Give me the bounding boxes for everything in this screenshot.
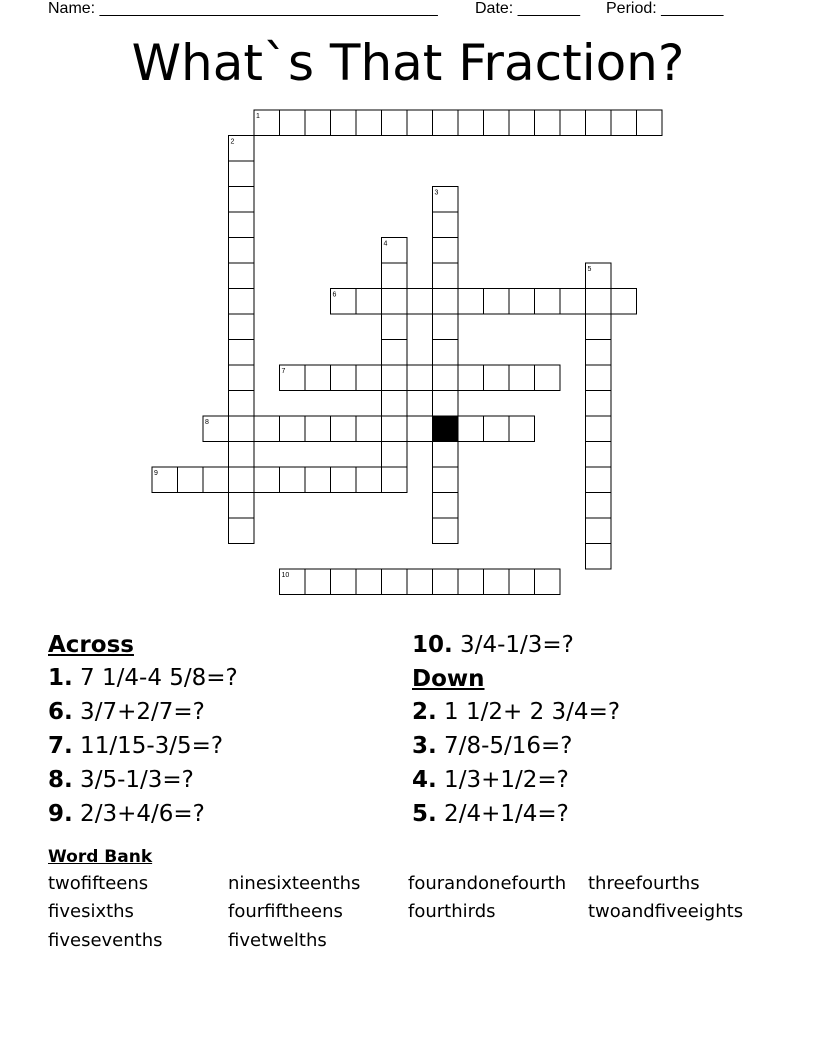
- clue-number: 9.: [48, 801, 73, 827]
- crossword-cell[interactable]: [382, 365, 408, 391]
- crossword-cell[interactable]: [458, 416, 484, 442]
- crossword-cell[interactable]: [382, 391, 408, 417]
- word-bank-item: fourandonefourth: [408, 873, 567, 894]
- word-bank-item: twoandfiveeights: [588, 901, 744, 922]
- crossword-cell[interactable]: [229, 467, 255, 493]
- crossword-cell[interactable]: [331, 416, 357, 442]
- crossword-cell[interactable]: [509, 416, 535, 442]
- crossword-cell[interactable]: [229, 518, 255, 544]
- crossword-cell[interactable]: [433, 314, 459, 340]
- crossword-cell-number: 1: [256, 113, 260, 120]
- clue-text: 3/7+2/7=?: [72, 699, 205, 725]
- crossword-cell[interactable]: [433, 238, 459, 264]
- crossword-cell[interactable]: [229, 314, 255, 340]
- clue-text: 3/4-1/3=?: [452, 632, 574, 658]
- crossword-cell[interactable]: [407, 416, 433, 442]
- clue-number: 4.: [412, 767, 437, 793]
- clue-down-3: [412, 731, 573, 761]
- clue-across-1: [48, 663, 238, 693]
- crossword-cell[interactable]: [382, 467, 408, 493]
- crossword-cell[interactable]: [407, 569, 433, 595]
- crossword-cell[interactable]: [229, 212, 255, 238]
- crossword-cell[interactable]: [382, 416, 408, 442]
- clue-across-10: [412, 630, 574, 660]
- crossword-cell[interactable]: [586, 493, 612, 519]
- word-bank-heading: Word Bank: [48, 847, 153, 867]
- crossword-cell[interactable]: [433, 493, 459, 519]
- crossword-cell[interactable]: [586, 365, 612, 391]
- crossword-cell[interactable]: [382, 442, 408, 468]
- crossword-cell[interactable]: [331, 569, 357, 595]
- crossword-cell[interactable]: [229, 365, 255, 391]
- crossword-cell-number: 6: [332, 291, 337, 299]
- name-field-label: Name: ______________________________________: [48, 0, 438, 17]
- crossword-cell[interactable]: [229, 238, 255, 264]
- crossword-cell[interactable]: [433, 365, 459, 391]
- crossword-cell[interactable]: [229, 187, 255, 213]
- crossword-cell[interactable]: [356, 569, 382, 595]
- crossword-cell[interactable]: [229, 289, 255, 315]
- crossword-cell[interactable]: [229, 442, 255, 468]
- crossword-cell[interactable]: [407, 365, 433, 391]
- crossword-cell[interactable]: [535, 569, 561, 595]
- clue-number: 6.: [48, 699, 73, 725]
- clue-down-2: [412, 697, 620, 727]
- clue-text: 2/3+4/6=?: [72, 801, 205, 827]
- clue-text: 3/5-1/3=?: [72, 767, 194, 793]
- clue-text: 11/15-3/5=?: [72, 733, 224, 759]
- crossword-cell[interactable]: [586, 518, 612, 544]
- clue-number: 1.: [48, 665, 73, 691]
- crossword-cell[interactable]: [229, 391, 255, 417]
- crossword-cell[interactable]: [611, 289, 637, 315]
- crossword-cell[interactable]: [356, 467, 382, 493]
- crossword-cell-number: 9: [154, 470, 158, 477]
- clue-down-5: [412, 799, 569, 829]
- crossword-cell[interactable]: [637, 110, 663, 136]
- clue-across-9: [48, 799, 205, 829]
- across-heading: Across: [48, 632, 134, 658]
- crossword-cell[interactable]: [407, 289, 433, 315]
- clue-number: 8.: [48, 767, 73, 793]
- word-bank-item: threefourths: [588, 873, 700, 894]
- crossword-cell[interactable]: [509, 569, 535, 595]
- crossword-cell[interactable]: [433, 467, 459, 493]
- clue-across-6: [48, 697, 205, 727]
- crossword-cell[interactable]: [229, 416, 255, 442]
- crossword-cell[interactable]: [458, 289, 484, 315]
- clue-text: 2/4+1/4=?: [436, 801, 569, 827]
- clue-across-8: [48, 765, 194, 795]
- clue-number: 10.: [412, 632, 453, 658]
- date-field-label: Date: _______: [475, 0, 580, 17]
- crossword-cell[interactable]: [433, 442, 459, 468]
- crossword-cell[interactable]: [458, 365, 484, 391]
- crossword-cell[interactable]: [203, 467, 229, 493]
- crossword-cell[interactable]: [484, 365, 510, 391]
- clue-text: 1/3+1/2=?: [436, 767, 569, 793]
- crossword-cell[interactable]: [484, 110, 510, 136]
- crossword-cell[interactable]: [229, 493, 255, 519]
- crossword-cell[interactable]: [586, 442, 612, 468]
- page-title: What`s That Fraction?: [131, 34, 685, 92]
- crossword-cell[interactable]: [331, 467, 357, 493]
- crossword-cell[interactable]: [433, 518, 459, 544]
- crossword-cell[interactable]: [331, 365, 357, 391]
- clue-number: 5.: [412, 801, 437, 827]
- crossword-cell[interactable]: [458, 110, 484, 136]
- crossword-cell-number: 8: [205, 419, 209, 426]
- clue-number: 3.: [412, 733, 437, 759]
- word-bank-item: fivetwelths: [228, 930, 327, 951]
- word-bank-item: fourthirds: [408, 901, 496, 922]
- crossword-cell[interactable]: [433, 340, 459, 366]
- crossword-cell[interactable]: [433, 212, 459, 238]
- clue-number: 7.: [48, 733, 73, 759]
- crossword-cell[interactable]: [560, 110, 586, 136]
- clue-down-4: [412, 765, 569, 795]
- crossword-cell[interactable]: [586, 416, 612, 442]
- crossword-cell[interactable]: [586, 289, 612, 315]
- crossword-cell[interactable]: [484, 569, 510, 595]
- crossword-cell[interactable]: [305, 365, 331, 391]
- word-bank-item: fivesixths: [48, 901, 134, 922]
- crossword-cell[interactable]: [280, 467, 306, 493]
- crossword-cell-number: 5: [587, 266, 592, 273]
- crossword-cell[interactable]: [433, 391, 459, 417]
- crossword-cell[interactable]: [280, 416, 306, 442]
- crossword-cell[interactable]: [331, 110, 357, 136]
- crossword-cell[interactable]: [586, 110, 612, 136]
- crossword-cell[interactable]: [382, 289, 408, 315]
- crossword-cell[interactable]: [535, 365, 561, 391]
- crossword-cell[interactable]: [611, 110, 637, 136]
- clue-across-7: [48, 731, 223, 761]
- crossword-cell[interactable]: [382, 569, 408, 595]
- crossword-cell[interactable]: [254, 467, 280, 493]
- crossword-cell[interactable]: [484, 289, 510, 315]
- crossword-cell-number: 2: [230, 138, 235, 146]
- crossword-cell[interactable]: [305, 569, 331, 595]
- crossword-cell[interactable]: [458, 569, 484, 595]
- crossword-cell[interactable]: [305, 110, 331, 136]
- crossword-cell[interactable]: [407, 110, 433, 136]
- word-bank-item: twofifteens: [48, 873, 149, 894]
- crossword-cell[interactable]: [586, 314, 612, 340]
- word-bank-item: fourfiftheens: [228, 901, 343, 922]
- clue-number: 2.: [412, 699, 437, 725]
- crossword-cell[interactable]: [382, 263, 408, 289]
- word-bank-item: fivesevenths: [48, 930, 163, 951]
- crossword-cell[interactable]: [356, 416, 382, 442]
- crossword-cell[interactable]: [305, 416, 331, 442]
- crossword-cell[interactable]: [433, 569, 459, 595]
- crossword-cell[interactable]: [382, 340, 408, 366]
- crossword-cell[interactable]: [229, 161, 255, 187]
- crossword-cell[interactable]: [535, 110, 561, 136]
- crossword-cell[interactable]: [356, 289, 382, 315]
- period-field-label: Period: _______: [606, 0, 724, 17]
- crossword-cell[interactable]: [586, 340, 612, 366]
- crossword-cell[interactable]: [586, 467, 612, 493]
- clue-text: 7/8-5/16=?: [436, 733, 573, 759]
- crossword-cell[interactable]: [433, 263, 459, 289]
- crossword-cell[interactable]: [254, 416, 280, 442]
- crossword-cell[interactable]: [229, 263, 255, 289]
- crossword-cell[interactable]: [433, 289, 459, 315]
- crossword-cell-number: 10: [281, 572, 290, 579]
- crossword-cell[interactable]: [509, 289, 535, 315]
- crossword-cell[interactable]: [484, 416, 510, 442]
- clue-text: 7 1/4-4 5/8=?: [72, 665, 238, 691]
- crossword-cell-number: 4: [383, 240, 388, 248]
- crossword-cell[interactable]: [535, 289, 561, 315]
- crossword-cell[interactable]: [178, 467, 204, 493]
- crossword-cell[interactable]: [433, 110, 459, 136]
- crossword-cell[interactable]: [356, 365, 382, 391]
- clue-text: 1 1/2+ 2 3/4=?: [436, 699, 621, 725]
- crossword-cell[interactable]: [509, 110, 535, 136]
- word-bank-item: ninesixteenths: [228, 873, 361, 894]
- crossword-cell[interactable]: [229, 340, 255, 366]
- crossword-cell-number: 7: [281, 368, 286, 375]
- crossword-cell[interactable]: [560, 289, 586, 315]
- crossword-cell[interactable]: [305, 467, 331, 493]
- down-heading: Down: [412, 666, 485, 692]
- crossword-cell-number: 3: [434, 189, 439, 197]
- crossword-cell[interactable]: [382, 314, 408, 340]
- crossword-cell[interactable]: [280, 110, 306, 136]
- crossword-black-cell: [433, 416, 459, 442]
- crossword-cell[interactable]: [586, 391, 612, 417]
- crossword-cell[interactable]: [509, 365, 535, 391]
- crossword-cell[interactable]: [382, 110, 408, 136]
- crossword-cell[interactable]: [586, 544, 612, 570]
- crossword-cell[interactable]: [356, 110, 382, 136]
